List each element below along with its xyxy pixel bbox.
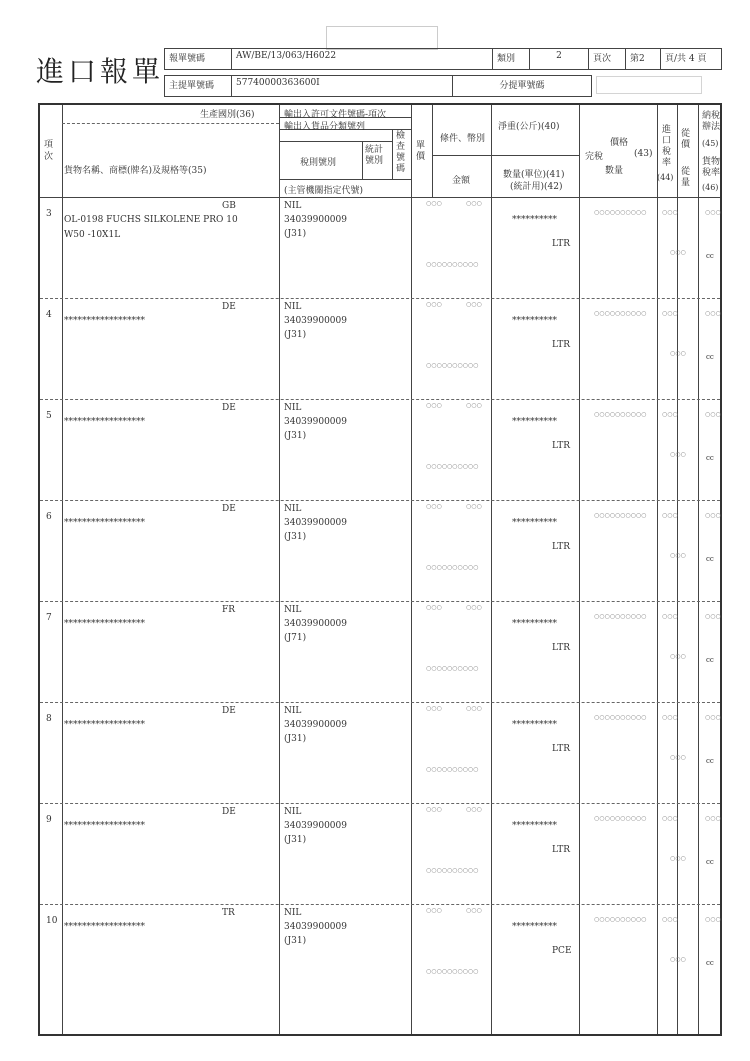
col-excise2: 從量 [681,167,691,188]
authority-code: (J71) [284,633,307,643]
terms-mask-b: ○○○ [466,301,482,308]
tax-mask-b: ○○○ [670,451,686,458]
tax-mask-a: ○○○ [705,815,721,822]
desc-line-1: ****************** [64,417,145,427]
col-item: 項次 [44,140,54,162]
terms-mask-a: ○○○ [426,402,442,409]
item-no: 4 [46,310,52,320]
unit-code: LTR [552,340,571,350]
form-title: 進口報單 [36,55,165,88]
desc-line-1: OL-0198 FUCHS SILKOLENE PRO 10 [64,215,238,225]
price-mask: ○○○○○○○○○○ [594,411,647,418]
terms-mask-a: ○○○ [426,806,442,813]
table-row [40,702,720,803]
rate-mask: ○○○ [662,714,678,721]
qty-mask: ********** [512,316,557,326]
desc-line-2: W50 -10X1L [64,230,121,240]
unit-code: LTR [552,542,571,552]
cc-mark: cc [706,656,714,664]
goods-code: 34039900009 [284,215,347,225]
amount-mask: ○○○○○○○○○○ [426,564,479,571]
col-permit: 輸出入許可文件號碼-項次 [284,110,387,120]
page-total: 頁/共 4 頁 [660,48,722,70]
col-price-no: (43) [634,149,653,159]
col-stat-qty: (統計用)(42) [510,182,563,192]
price-mask: ○○○○○○○○○○ [594,310,647,317]
terms-mask-a: ○○○ [426,301,442,308]
permit: NIL [284,504,302,514]
cc-mark: cc [706,454,714,462]
master-bl: 57740000363600I [231,75,453,97]
unit-code: LTR [552,845,571,855]
cc-mark: cc [706,252,714,260]
tax-mask-a: ○○○ [705,512,721,519]
col-authority: (主管機關指定代號) [284,186,364,196]
authority-code: (J31) [284,835,307,845]
desc-line-1: ****************** [64,821,145,831]
authority-code: (J31) [284,532,307,542]
table-row [40,399,720,500]
permit: NIL [284,302,302,312]
category-value: 2 [529,48,589,70]
table-row [40,803,720,904]
price-mask: ○○○○○○○○○○ [594,916,647,923]
desc-line-1: ****************** [64,316,145,326]
unit-code: LTR [552,239,571,249]
tax-mask-b: ○○○ [670,249,686,256]
col-price: 價格 [610,138,629,148]
authority-code: (J31) [284,330,307,340]
cc-mark: cc [706,959,714,967]
amount-mask: ○○○○○○○○○○ [426,867,479,874]
col-amount: 金額 [452,176,471,186]
terms-mask-a: ○○○ [426,705,442,712]
unit-code: LTR [552,643,571,653]
amount-mask: ○○○○○○○○○○ [426,463,479,470]
permit: NIL [284,403,302,413]
goods-code: 34039900009 [284,417,347,427]
terms-mask-b: ○○○ [466,907,482,914]
origin: FR [222,605,236,615]
authority-code: (J31) [284,936,307,946]
tax-mask-b: ○○○ [670,754,686,761]
item-no: 8 [46,714,52,724]
item-no: 3 [46,209,52,219]
col-import-rate-no: (44) [657,173,674,182]
col-tariff-class: 稅則號別 [300,158,337,168]
col-tax-method-no: (45) [702,139,719,148]
house-bl-label: 分提單號碼 [452,75,592,97]
qty-mask: ********** [512,821,557,831]
qty-mask: ********** [512,417,557,427]
declaration-no: AW/BE/13/063/H6022 [231,48,493,70]
col-unit: 單價 [416,141,426,162]
goods-code: 34039900009 [284,821,347,831]
item-no: 6 [46,512,52,522]
authority-code: (J31) [284,734,307,744]
master-bl-label: 主提單號碼 [164,75,232,97]
desc-line-1: ****************** [64,922,145,932]
col-import-rate: 進口稅率 [662,125,672,168]
cc-mark: cc [706,757,714,765]
rate-mask: ○○○ [662,916,678,923]
col-inspect: 檢查號碼 [396,131,406,174]
origin: DE [222,807,236,817]
permit: NIL [284,807,302,817]
col-description: 貨物名稱、商標(牌名)及規格等(35) [64,166,207,176]
origin: DE [222,504,236,514]
col-excise: 從價 [681,129,691,150]
price-mask: ○○○○○○○○○○ [594,512,647,519]
cc-mark: cc [706,858,714,866]
main-table [38,103,722,1036]
rate-mask: ○○○ [662,411,678,418]
unit-code: LTR [552,441,571,451]
price-mask: ○○○○○○○○○○ [594,714,647,721]
authority-code: (J31) [284,229,307,239]
origin: TR [222,908,235,918]
tax-mask-b: ○○○ [670,956,686,963]
terms-mask-b: ○○○ [466,705,482,712]
col-quantity: 數量(單位)(41) [503,170,565,180]
terms-mask-a: ○○○ [426,503,442,510]
stamp-mark-2 [596,76,702,94]
tax-mask-b: ○○○ [670,855,686,862]
permit: NIL [284,908,302,918]
col-full-tax: 完稅 [585,152,604,162]
table-row [40,904,720,1005]
amount-mask: ○○○○○○○○○○ [426,261,479,268]
cc-mark: cc [706,555,714,563]
rate-mask: ○○○ [662,512,678,519]
rate-mask: ○○○ [662,209,678,216]
origin: DE [222,403,236,413]
tax-mask-a: ○○○ [705,613,721,620]
origin: DE [222,302,236,312]
tax-mask-b: ○○○ [670,552,686,559]
qty-mask: ********** [512,518,557,528]
terms-mask-b: ○○○ [466,402,482,409]
terms-mask-a: ○○○ [426,200,442,207]
origin: GB [222,201,236,211]
page-label: 頁次 [588,48,626,70]
price-mask: ○○○○○○○○○○ [594,815,647,822]
permit: NIL [284,605,302,615]
rate-mask: ○○○ [662,815,678,822]
qty-mask: ********** [512,619,557,629]
stamp-mark [326,26,438,50]
unit-code: LTR [552,744,571,754]
col-origin: 生產國別(36) [200,110,255,120]
tax-mask-b: ○○○ [670,653,686,660]
desc-line-1: ****************** [64,619,145,629]
table-row [40,500,720,601]
table-row [40,601,720,702]
tax-mask-a: ○○○ [705,310,721,317]
qty-mask: ********** [512,922,557,932]
desc-line-1: ****************** [64,518,145,528]
price-mask: ○○○○○○○○○○ [594,209,647,216]
desc-line-1: ****************** [64,720,145,730]
table-row [40,298,720,399]
rate-mask: ○○○ [662,310,678,317]
goods-code: 34039900009 [284,922,347,932]
goods-code: 34039900009 [284,316,347,326]
page-current: 第2 [625,48,661,70]
tax-mask-a: ○○○ [705,209,721,216]
amount-mask: ○○○○○○○○○○ [426,766,479,773]
category-label: 類別 [492,48,530,70]
item-no: 10 [46,916,58,926]
item-no: 9 [46,815,52,825]
amount-mask: ○○○○○○○○○○ [426,665,479,672]
table-row [40,197,720,298]
col-stat-no: 統計號別 [365,145,384,166]
goods-code: 34039900009 [284,720,347,730]
cc-mark: cc [706,353,714,361]
terms-mask-a: ○○○ [426,604,442,611]
tax-mask-a: ○○○ [705,411,721,418]
item-no: 7 [46,613,52,623]
declaration-no-label: 報單號碼 [164,48,232,70]
unit-code: PCE [552,946,572,956]
permit: NIL [284,706,302,716]
terms-mask-b: ○○○ [466,604,482,611]
qty-mask: ********** [512,720,557,730]
terms-mask-b: ○○○ [466,200,482,207]
permit: NIL [284,201,302,211]
tax-mask-a: ○○○ [705,714,721,721]
col-goods-code: 輸出入貨品分類號列 [284,122,366,132]
col-terms: 條件、幣別 [440,134,486,144]
amount-mask: ○○○○○○○○○○ [426,362,479,369]
terms-mask-b: ○○○ [466,806,482,813]
col-commodity-tax: 貨物稅率 [702,157,721,178]
item-no: 5 [46,411,52,421]
goods-code: 34039900009 [284,518,347,528]
col-tax-method: 納稅辦法 [702,111,721,132]
amount-mask: ○○○○○○○○○○ [426,968,479,975]
rate-mask: ○○○ [662,613,678,620]
tax-mask-b: ○○○ [670,350,686,357]
col-commodity-tax-no: (46) [702,183,719,192]
price-mask: ○○○○○○○○○○ [594,613,647,620]
goods-code: 34039900009 [284,619,347,629]
terms-mask-b: ○○○ [466,503,482,510]
terms-mask-a: ○○○ [426,907,442,914]
col-qty-label: 數量 [605,166,624,176]
tax-mask-a: ○○○ [705,916,721,923]
qty-mask: ********** [512,215,557,225]
authority-code: (J31) [284,431,307,441]
origin: DE [222,706,236,716]
col-net-weight: 淨重(公斤)(40) [498,122,560,132]
